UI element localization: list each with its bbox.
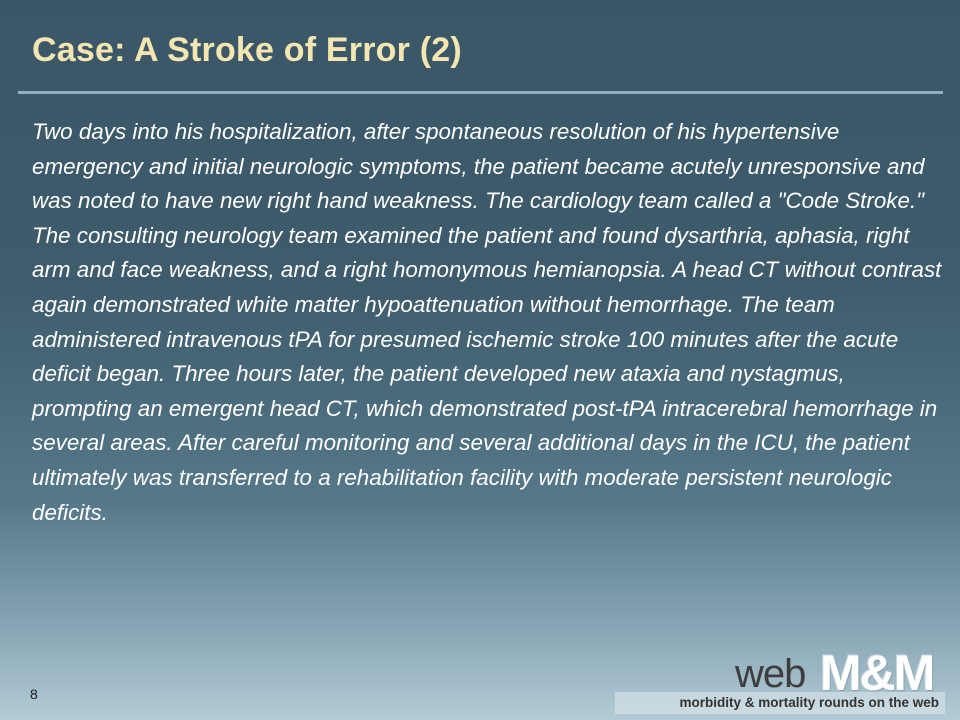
logo-mm-text: M&M	[820, 645, 934, 701]
case-description: Two days into his hospitalization, after spontaneous resolution of his hypertensive emergency and initial neurologic symptoms, the patient became acutely unresponsive and was noted to have new right hand weakness. The cardiology team called a "Code Stroke." The consulting neurology team examined the patient and found dysarthria, aphasia, right arm and face weakness, and a right homonymous hemianopsia. A head CT without contrast again demonstrated white matter hypoattenuation without hemorrhage. The team administered intravenous tPA for presumed ischemic stroke 100 minutes after the acute deficit began. Three hours later, the patient developed new ataxia and nystagmus, prompting an emergent head CT, which demonstrated post-tPA intracerebral hemorrhage in several areas. After careful monitoring and several additional days in the ICU, the patient ultimately was transferred to a rehabilitation facility with moderate persistent neurologic deficits.	[32, 119, 942, 525]
title-divider	[18, 91, 943, 94]
logo-tagline: morbidity & mortality rounds on the web	[615, 692, 945, 714]
page-number: 8	[30, 686, 38, 702]
slide-title: Case: A Stroke of Error (2)	[32, 31, 462, 69]
logo-web-text: web	[735, 652, 806, 696]
webmm-logo	[615, 645, 945, 716]
